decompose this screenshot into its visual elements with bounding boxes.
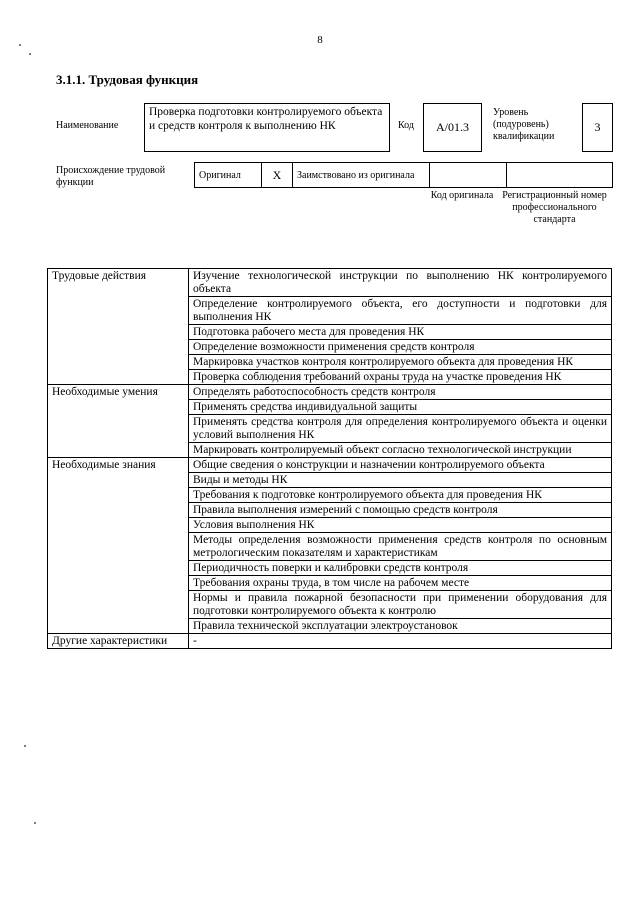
- group-item: Проверка соблюдения требований охраны труда на участке проведения НК: [189, 370, 612, 385]
- name-label: Наименование: [56, 120, 119, 131]
- origin-label: Происхождение трудовой функции: [56, 165, 166, 188]
- scan-speck: [34, 822, 36, 824]
- level-label: Уровень (подуровень) квалификации: [493, 107, 555, 142]
- group-item: Правила технической эксплуатации электроустановок: [189, 619, 612, 634]
- group-item: Правила выполнения измерений с помощью средств контроля: [189, 503, 612, 518]
- group-item: Нормы и правила пожарной безопасности при применении оборудования для подготовки контролируемого объекта к контролю: [189, 591, 612, 619]
- group-item: Общие сведения о конструкции и назначении контролируемого объекта: [189, 458, 612, 473]
- origin-table: [194, 162, 613, 188]
- labor-function-table: [47, 268, 612, 649]
- original-label: Оригинал: [195, 163, 262, 188]
- code-original-label: Код оригинала: [430, 190, 494, 201]
- group-item: Условия выполнения НК: [189, 518, 612, 533]
- group-item: Подготовка рабочего места для проведения НК: [189, 325, 612, 340]
- scan-speck: [29, 53, 31, 55]
- table-row: [48, 385, 612, 400]
- borrowed-label: Заимствовано из оригинала: [293, 163, 430, 188]
- group-label: Другие характеристики: [48, 634, 189, 649]
- original-mark: Х: [262, 163, 293, 188]
- group-item: Определение возможности применения средств контроля: [189, 340, 612, 355]
- table-row: [48, 269, 612, 297]
- group-label: Необходимые знания: [48, 458, 189, 634]
- group-item: Методы определения возможности применения средств контроля по основным метрологическим показателям и характеристикам: [189, 533, 612, 561]
- scan-speck: [24, 745, 26, 747]
- group-item: Определять работоспособность средств контроля: [189, 385, 612, 400]
- group-item: Виды и методы НК: [189, 473, 612, 488]
- level-value: 3: [582, 103, 613, 152]
- group-item: -: [189, 634, 612, 649]
- section-title: 3.1.1. Трудовая функция: [56, 72, 199, 87]
- group-label: Необходимые умения: [48, 385, 189, 458]
- page-number: 8: [317, 34, 323, 46]
- name-value: Проверка подготовки контролируемого объекта и средств контроля к выполнению НК: [144, 103, 390, 152]
- group-item: Маркировать контролируемый объект согласно технологической инструкции: [189, 443, 612, 458]
- group-item: Применять средства индивидуальной защиты: [189, 400, 612, 415]
- table-row: [48, 458, 612, 473]
- table-row: [48, 634, 612, 649]
- group-item: Определение контролируемого объекта, его доступности и подготовки для выполнения НК: [189, 297, 612, 325]
- code-value: А/01.3: [423, 103, 482, 152]
- group-item: Изучение технологической инструкции по выполнению НК контролируемого объекта: [189, 269, 612, 297]
- scan-speck: [19, 44, 21, 46]
- group-item: Применять средства контроля для определения контролируемого объекта и оценки условий выполнения НК: [189, 415, 612, 443]
- group-label: Трудовые действия: [48, 269, 189, 385]
- group-item: Требования к подготовке контролируемого объекта для проведения НК: [189, 488, 612, 503]
- reg-number-label: Регистрационный номер профессионального стандарта: [502, 190, 607, 225]
- group-item: Маркировка участков контроля контролируемого объекта для проведения НК: [189, 355, 612, 370]
- group-item: Требования охраны труда, в том числе на рабочем месте: [189, 576, 612, 591]
- reg-number-cell: [507, 163, 613, 188]
- code-original-cell: [430, 163, 507, 188]
- group-item: Периодичность поверки и калибровки средств контроля: [189, 561, 612, 576]
- code-label: Код: [398, 120, 414, 131]
